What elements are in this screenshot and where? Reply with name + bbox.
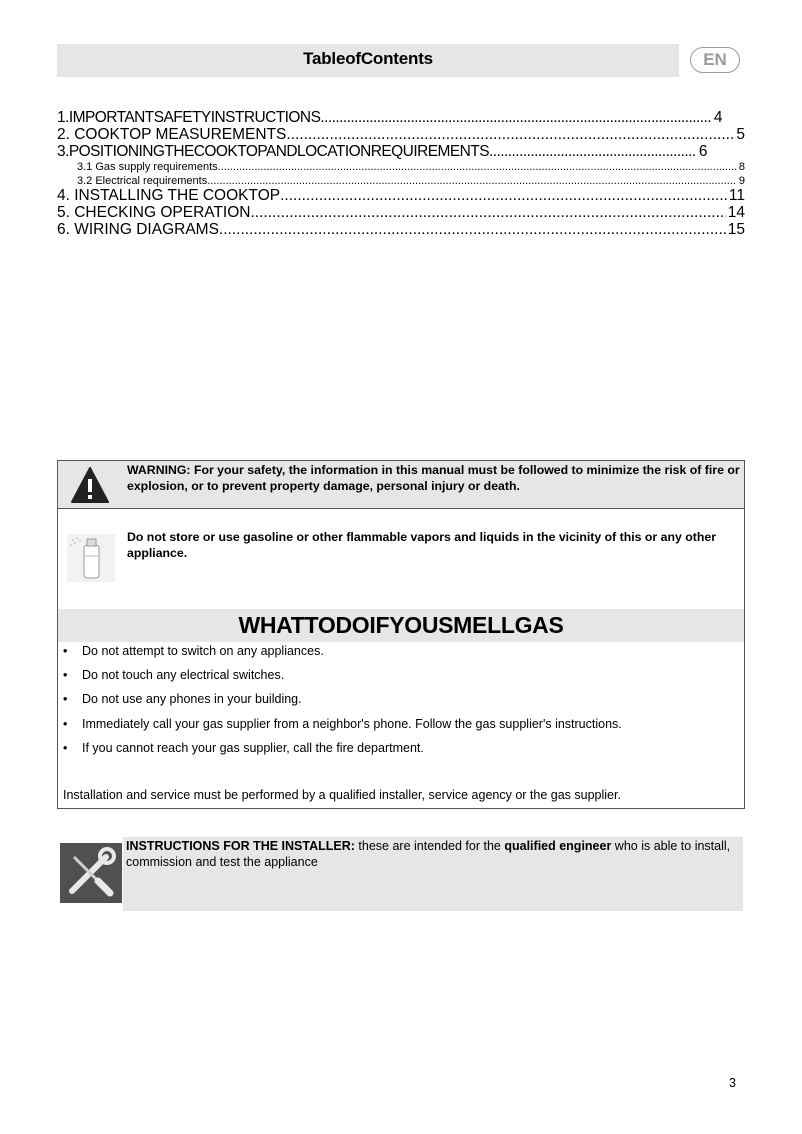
- tools-icon: [60, 843, 122, 903]
- toc-entry-title: 3.POSITIONINGTHECOOKTOPANDLOCATIONREQUIREMENTS: [57, 143, 490, 160]
- spray-can-icon: [67, 534, 115, 582]
- toc-leader-dots: [207, 174, 737, 188]
- installer-text: [126, 838, 743, 870]
- toc-leader-dots: [320, 110, 712, 127]
- gasoline-warning-text: Do not store or use gasoline or other flammable vapors and liquids in the vicinity of this or any other appliance.: [127, 530, 716, 560]
- toc-entry-title: 3.1 Gas supply requirements: [77, 161, 218, 174]
- installer-text-part: who is able to install, commission and test the appliance: [126, 839, 731, 869]
- toc-entry-page: 8: [738, 161, 745, 174]
- toc-entry-page: 14: [727, 205, 745, 222]
- toc-entry-page: 5: [736, 126, 745, 143]
- list-item: • Do not touch any electrical switches.: [63, 667, 743, 691]
- list-item: • Do not attempt to switch on any appliances.: [63, 643, 743, 667]
- toc-entry[interactable]: [57, 144, 707, 161]
- toc-leader-dots: [489, 144, 697, 161]
- toc-entry[interactable]: [57, 188, 745, 205]
- toc-entry-title: 1.IMPORTANTSAFETYINSTRUCTIONS: [57, 110, 321, 126]
- toc-entry-title: 2. COOKTOP MEASUREMENTS: [57, 126, 287, 143]
- safety-box: [57, 460, 745, 809]
- toc-leader-dots: [286, 127, 734, 144]
- toc-entry-page: 9: [738, 175, 745, 188]
- list-item: • If you cannot reach your gas supplier, call the fire department.: [63, 740, 743, 764]
- toc-leader-dots: [251, 205, 726, 222]
- toc-leader-dots: [218, 160, 737, 174]
- warning-text: WARNING: For your safety, the information in this manual must be followed to minimize the risk of fire or explosion, or to prevent property damage, personal injury or death.: [127, 463, 740, 493]
- installation-note: Installation and service must be performed by a qualified installer, service agency or the gas supplier.: [63, 788, 621, 802]
- installer-instructions: [123, 837, 743, 911]
- gas-smell-list: [63, 643, 743, 764]
- language-badge: EN: [690, 47, 740, 73]
- toc-entry-page: 4: [713, 110, 722, 126]
- warning-triangle-icon: [70, 465, 110, 505]
- gas-smell-heading: WHATTODOIFYOUSMELLGAS: [58, 609, 744, 642]
- toc-entry-page: 15: [727, 221, 745, 238]
- installer-emphasis: qualified engineer: [504, 839, 612, 853]
- warning-row: [58, 461, 744, 509]
- toc-leader-dots: [280, 188, 727, 205]
- toc-subentry[interactable]: [57, 174, 745, 188]
- toc-entry[interactable]: [57, 205, 745, 222]
- installer-lead: INSTRUCTIONS FOR THE INSTALLER:: [126, 839, 355, 853]
- list-item: • Do not use any phones in your building.: [63, 691, 743, 715]
- toc-entry[interactable]: [57, 222, 745, 239]
- toc-entry-title: 6. WIRING DIAGRAMS: [57, 221, 219, 238]
- page-number: 3: [729, 1076, 736, 1090]
- toc-entry-title: 4. INSTALLING THE COOKTOP: [57, 188, 281, 205]
- toc-entry[interactable]: [57, 127, 745, 144]
- toc-subentry[interactable]: [57, 160, 745, 174]
- header-bar: [57, 44, 679, 77]
- toc-entry-page: 11: [728, 188, 745, 205]
- toc-entry-title: 5. CHECKING OPERATION: [57, 205, 251, 222]
- toc-entry-title: 3.2 Electrical requirements: [77, 175, 208, 188]
- page-title: TableofContents: [303, 49, 433, 68]
- toc-entry-page: 6: [698, 143, 707, 160]
- list-item: • Immediately call your gas supplier from a neighbor's phone. Follow the gas supplier's instructions.: [63, 716, 743, 740]
- gasoline-row: [58, 509, 744, 609]
- installer-text-part: these are intended for the: [354, 839, 505, 853]
- table-of-contents: [57, 110, 745, 239]
- toc-entry[interactable]: [57, 110, 722, 127]
- toc-leader-dots: [219, 222, 726, 239]
